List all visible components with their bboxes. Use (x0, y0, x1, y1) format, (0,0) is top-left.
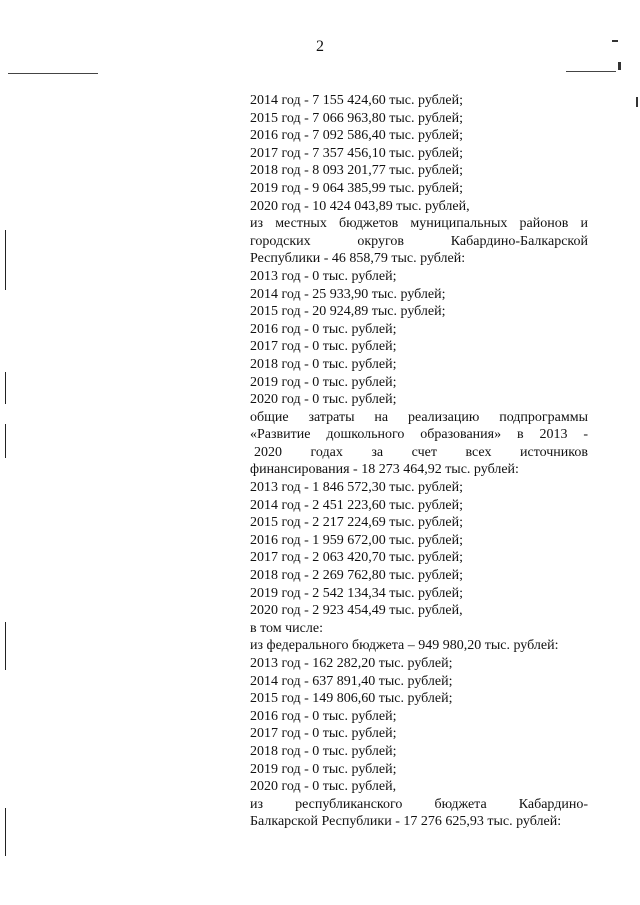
text-line: 2014 год - 2 451 223,60 тыс. рублей; (250, 497, 464, 513)
text-line: из местных бюджетов муниципальных районов и (250, 216, 588, 232)
text-line: 2020 год - 0 тыс. рублей; (250, 392, 397, 408)
scan-artifact-left-bar-5 (5, 808, 6, 856)
text-line: 2016 год - 0 тыс. рублей; (250, 708, 397, 724)
text-line: 2017 год - 7 357 456,10 тыс. рублей; (250, 145, 464, 161)
text-line: общие затраты на реализацию подпрограммы (250, 409, 588, 425)
scan-artifact-left-bar-2 (5, 372, 6, 404)
scan-artifact-left-bar-4 (5, 622, 6, 670)
scan-artifact-mark-right-2 (618, 62, 621, 70)
text-line: 2017 год - 0 тыс. рублей; (250, 339, 397, 355)
text-line: 2017 год - 2 063 420,70 тыс. рублей; (250, 550, 464, 566)
text-line: 2014 год - 25 933,90 тыс. рублей; (250, 286, 446, 302)
text-line: 2013 год - 162 282,20 тыс. рублей; (250, 656, 453, 671)
text-line: 2018 год - 8 093 201,77 тыс. рублей; (250, 163, 464, 179)
text-line: 2020 год - 0 тыс. рублей, (250, 779, 397, 795)
text-line: городских округов Кабардино-Балкарской (250, 233, 588, 249)
text-line: 2020 год - 2 923 454,49 тыс. рублей, (250, 603, 463, 619)
text-line: 2019 год - 9 064 385,99 тыс. рублей; (250, 180, 464, 196)
text-line: 2016 год - 1 959 672,00 тыс. рублей; (250, 532, 464, 548)
text-line: из республиканского бюджета Кабардино- (250, 796, 588, 812)
text-line: «Развитие дошкольного образования» в 2013 - (250, 427, 588, 443)
text-line: 2020 год - 10 424 043,89 тыс. рублей, (250, 198, 470, 214)
text-line: 2020 годах за счет всех источников (254, 444, 588, 460)
text-line: 2015 год - 7 066 963,80 тыс. рублей; (250, 110, 464, 126)
scan-artifact-top-left (8, 73, 98, 74)
text-line: 2018 год - 2 269 762,80 тыс. рублей; (250, 568, 464, 584)
scan-artifact-left-bar-1 (5, 230, 6, 290)
text-line: 2017 год - 0 тыс. рублей; (250, 726, 397, 742)
text-line: финансирования - 18 273 464,92 тыс. рублей: (250, 462, 519, 478)
text-line: 2019 год - 2 542 134,34 тыс. рублей; (250, 585, 464, 601)
text-line: 2014 год - 637 891,40 тыс. рублей; (250, 673, 453, 689)
text-line: 2019 год - 0 тыс. рублей; (250, 374, 397, 390)
scan-artifact-top-right (566, 71, 616, 72)
scan-artifact-left-bar-3 (5, 424, 6, 458)
text-line: из федерального бюджета – 949 980,20 тыс. рублей: (250, 638, 559, 654)
text-line: 2013 год - 1 846 572,30 тыс. рублей; (250, 480, 464, 496)
scan-artifact-right-tick (636, 97, 638, 107)
document-body (250, 92, 588, 831)
text-line: 2013 год - 0 тыс. рублей; (250, 268, 397, 284)
text-line: Балкарской Республики - 17 276 625,93 тыс. рублей: (250, 814, 562, 830)
text-line: 2018 год - 0 тыс. рублей; (250, 743, 397, 759)
text-line: 2016 год - 0 тыс. рублей; (250, 321, 397, 337)
text-line: в том числе: (250, 620, 323, 636)
text-line: 2016 год - 7 092 586,40 тыс. рублей; (250, 128, 464, 144)
text-line: 2019 год - 0 тыс. рублей; (250, 761, 397, 777)
text-line: 2015 год - 149 806,60 тыс. рублей; (250, 691, 453, 707)
text-line: 2018 год - 0 тыс. рублей; (250, 356, 397, 372)
text-line: 2014 год - 7 155 424,60 тыс. рублей; (250, 93, 464, 108)
page-number: 2 (316, 38, 324, 55)
text-line: 2015 год - 2 217 224,69 тыс. рублей; (250, 515, 464, 531)
text-line: 2015 год - 20 924,89 тыс. рублей; (250, 304, 446, 320)
text-line: Республики - 46 858,79 тыс. рублей: (250, 251, 466, 267)
